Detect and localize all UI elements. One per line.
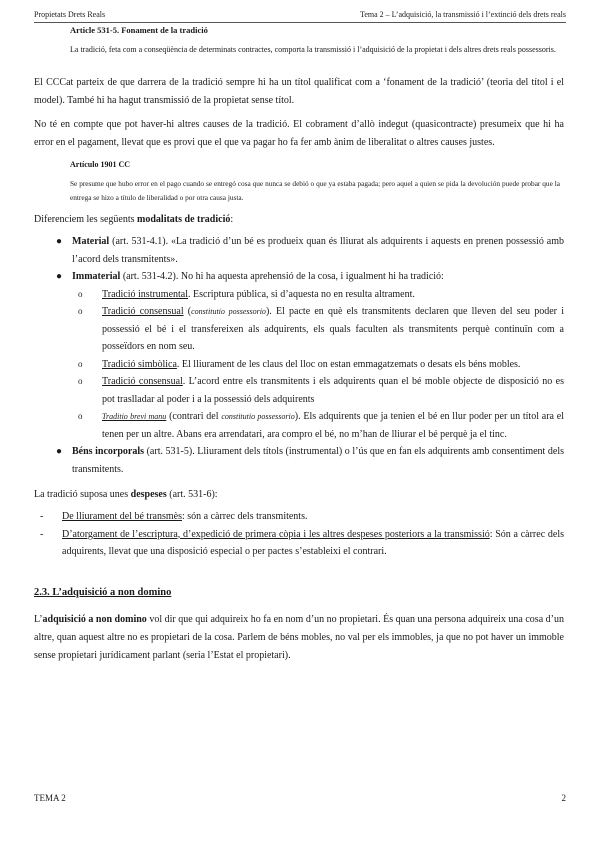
- header-left: Propietats Drets Reals: [34, 10, 106, 19]
- dash-bullet-icon: -: [40, 511, 44, 522]
- article-1901-title: Artículo 1901 CC: [70, 160, 130, 169]
- list-item-material: ● Material (art. 531-4.1). «La tradició d’un bé es produeix quan és lliurat als adquirents i aquests en prenen possessió amb l’acord dels transmitents».: [34, 233, 564, 268]
- despeses-item: - D’atorgament de l’escriptura, d’expedició de primera còpia i les altres despeses posteriors a la transmissió: Són a càrrec dels adquirents, llevat que una disposició especial o per pactes s’estableixi el contrari.: [34, 526, 564, 561]
- bullet-icon: ●: [56, 271, 63, 282]
- page-header: [34, 10, 566, 23]
- dash-bullet-icon: -: [40, 528, 44, 540]
- article-1901-text: Se presume que hubo error en el pago cuando se entregó cosa que nunca se debió o que ya estaba pagada; pero aquel a quien se pida la devolución puede probar que la entrega se hizo a título de liberalidad o por otra causa justa.: [70, 179, 560, 202]
- sublist-item: o Tradició consensual (constitutio possessorio). El pacte en què els transmitents declaren que lleven del seu poder i possessió el bé i el transfereixen als adquirents, els quals faculten als transmitents perquè continuïn com a posseïdors en nom seu.: [34, 303, 564, 356]
- despeses-intro: La tradició suposa unes despeses (art. 531-6):: [34, 489, 218, 500]
- article-531-5-title: Article 531-5. Fonament de la tradició: [70, 25, 208, 35]
- modalitats-list: [34, 233, 564, 478]
- circle-bullet-icon: o: [78, 376, 83, 386]
- page-footer: [34, 793, 566, 807]
- article-531-5-text: La tradició, feta com a conseqüència de determinats contractes, comporta la transmissió i l’adquisició de la propietat i dels altres drets reals possessoris.: [70, 45, 556, 54]
- section-2-3-paragraph: L’adquisició a non domino vol dir que qui adquireix ho fa en nom d’un no propietari. És quan una persona adquireix una cosa d’un altre, quan aquest altre no es propietari de la cosa. Parlem de béns mobles, no val per els immobles, ja que no pot haver un immoble sense propietari jurídicament parlant (seria l’Estat el propietari).: [34, 613, 564, 661]
- footer-label: TEMA 2: [34, 793, 66, 803]
- circle-bullet-icon: o: [78, 411, 83, 421]
- paragraph-2: No té en compte que pot haver-hi altres causes de la tradició. El cobrament d’allò indegut (quasicontracte) presumeix que hi ha error en el pagament, llevat que es provi que el que va pagar ho fa fer amb ànim de liberalitat o altres causes justes.: [34, 119, 564, 148]
- sublist-item: o Tradició consensual. L’acord entre els transmitents i els adquirents quan el bé moble objecte de disposició no es pot traslladar al poder i a la possessió dels adquirents: [34, 373, 564, 408]
- circle-bullet-icon: o: [78, 358, 83, 369]
- despeses-item: - De lliurament del bé transmès: són a càrrec dels transmitents.: [34, 508, 564, 526]
- sublist-item: o Traditio brevi manu (contrari del constitutio possessorio). Els adquirents que ja tenien el bé en llur poder per un títol ara el tenen per un altre. Abans era arrendatari, ara compro el bé, no m’han de lliurar el bé perquè ja el tinc.: [34, 408, 564, 443]
- bullet-icon: ●: [56, 236, 63, 247]
- sublist-item: o Tradició instrumental. Escriptura pública, si d’aquesta no en resulta altrament.: [34, 286, 564, 304]
- header-right: Tema 2 – L’adquisició, la transmissió i l’extinció dels drets reals: [360, 10, 566, 19]
- despeses-list: [34, 508, 564, 561]
- bullet-icon: ●: [56, 446, 63, 457]
- list-item-immaterial: ● Immaterial (art. 531-4.2). No hi ha aquesta aprehensió de la cosa, i igualment hi ha tradició: o Tradició instrumental. Escriptura pública, si d’aquesta no en resulta altrament. o Tradició consensual (constitutio possessorio). El pacte en què els transmitents declaren que lleven del seu poder i possessió el bé i el transfereixen als adquirents, els quals faculten als transmitents perquè continuïn com a posseïdors en nom seu. o Tradició simbòlica. El lliurament de les claus del lloc on estan emmagatzemats o desats els béns mobles. o Tradició consensual. L’acord entre els transmitents i els adquirents quan el bé moble objecte de disposició no es pot traslladar al poder i a la possessió dels adquirents o Traditio brevi manu (contrari del constitutio possessorio). Els adquirents que ja tenien el bé en llur poder per un títol ara el tenen per un altre. Abans era arrendatari, ara compro el bé, no m’han de lliurar el bé perquè ja el tinc.: [34, 268, 564, 443]
- modalitats-intro: Diferenciem les següents modalitats de tradició:: [34, 214, 234, 225]
- page-number: 2: [561, 793, 566, 803]
- list-item-incorporals: ● Béns incorporals (art. 531-5). Lliurament dels títols (instrumental) o l’ús que en fan els adquirents amb consentiment dels transmitents.: [34, 443, 564, 478]
- immaterial-sublist: [72, 286, 564, 444]
- page-content: [34, 24, 564, 665]
- paragraph-1: El CCCat parteix de que darrera de la tradició sempre hi ha un títol qualificat com a ‘fonament de la tradició’ (teoria del títol i el model). També hi ha hagut transmissió de la propietat sense títol.: [34, 77, 564, 106]
- section-heading-2-3: 2.3. L’adquisició a non domino: [34, 586, 172, 598]
- circle-bullet-icon: o: [78, 306, 83, 316]
- sublist-item: o Tradició simbòlica. El lliurament de les claus del lloc on estan emmagatzemats o desats els béns mobles.: [34, 356, 564, 374]
- circle-bullet-icon: o: [78, 288, 83, 299]
